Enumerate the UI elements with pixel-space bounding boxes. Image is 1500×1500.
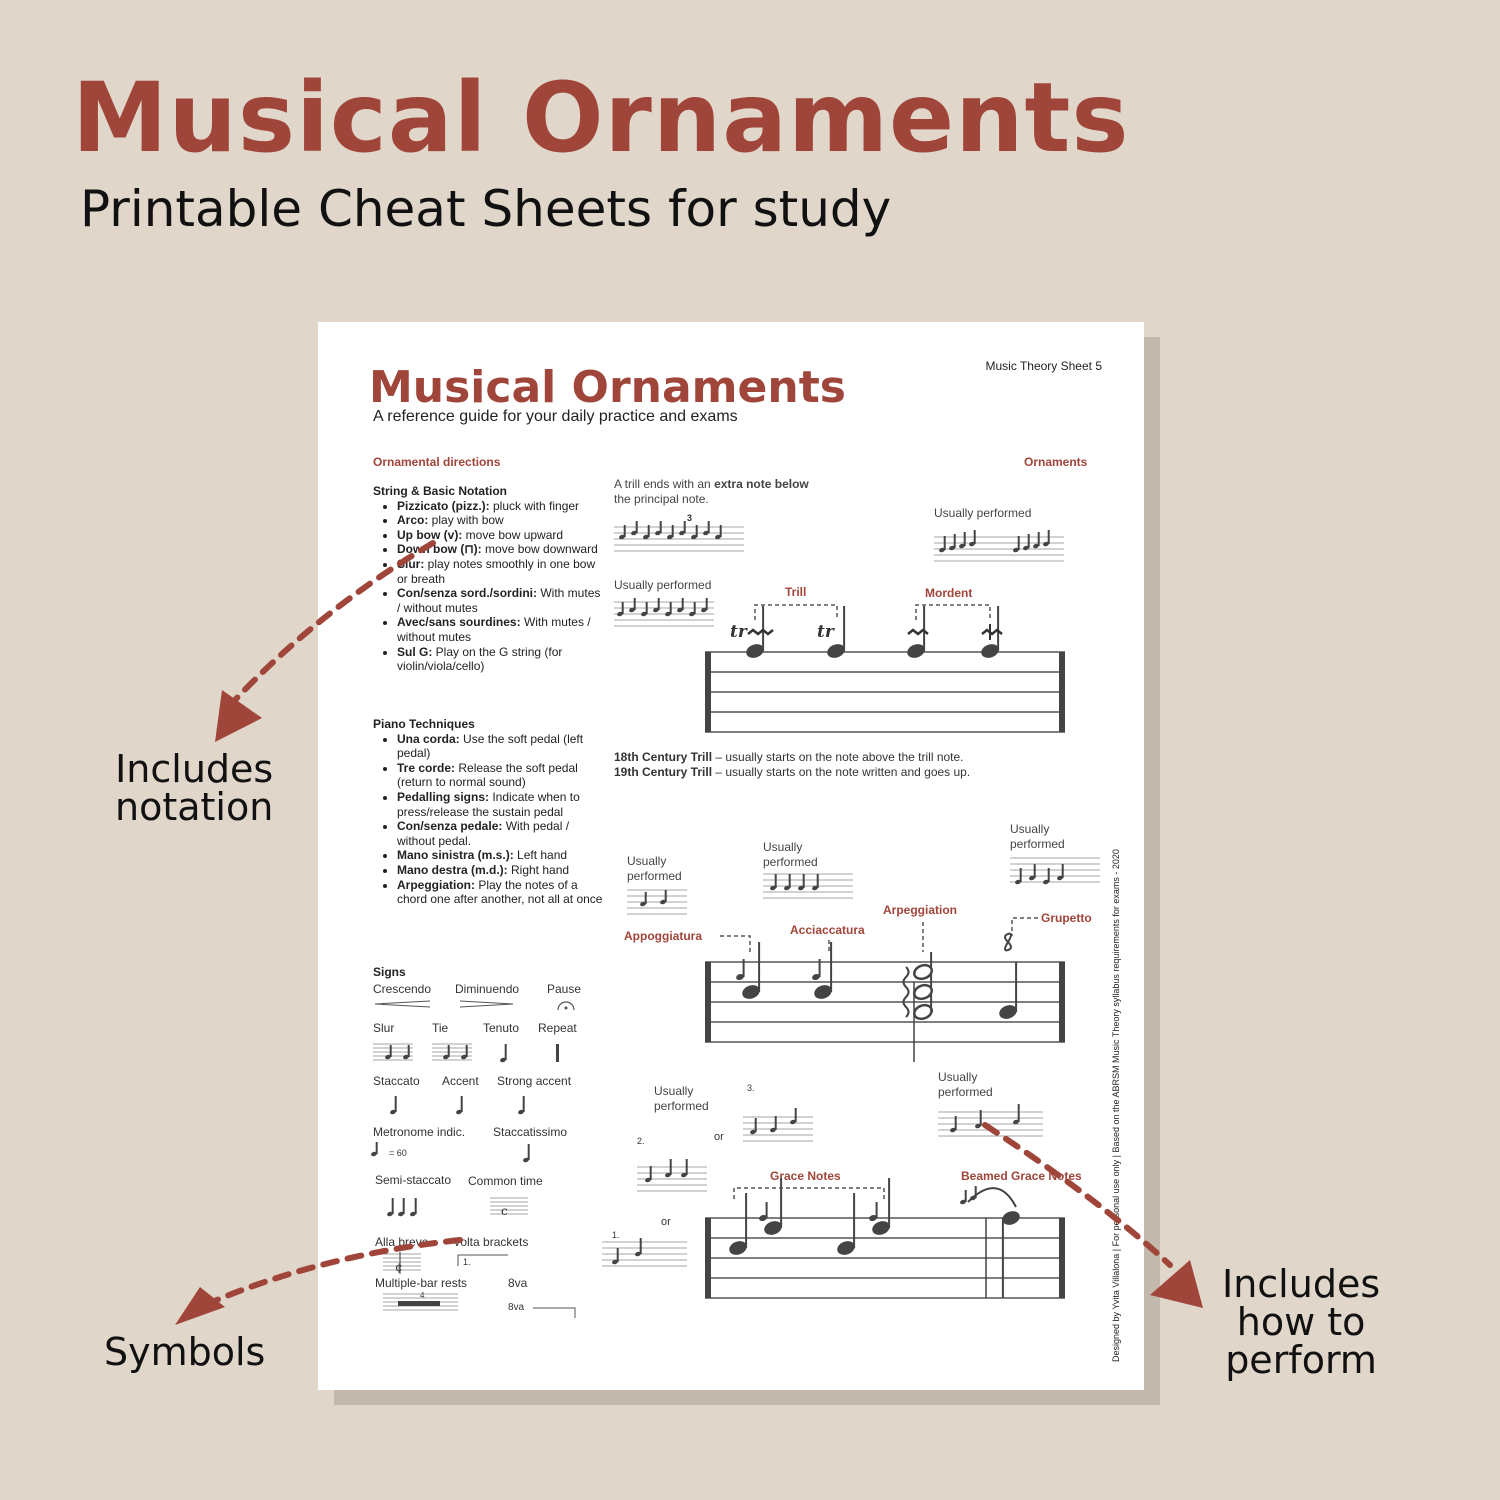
list-item: • Con/senza pedale: With pedal / without pedal. [397, 819, 603, 848]
or-text-1: or [714, 1131, 724, 1143]
list-item: • Pizzicato (pizz.): pluck with finger [397, 499, 603, 514]
string-heading: String & Basic Notation [373, 484, 508, 498]
list-item: • Mano sinistra (m.s.): Left hand [397, 848, 603, 863]
sign-repeat-label: Repeat [538, 1021, 577, 1035]
common-time-symbol: c [501, 1204, 508, 1218]
crescendo-hairpin [375, 1001, 430, 1007]
barline-thick [1059, 962, 1065, 1042]
sign-metronome-value: = 60 [389, 1148, 407, 1158]
trill-bracket [755, 605, 837, 620]
usually-performed-grace-a: Usually performed [654, 1084, 709, 1113]
sign-staccatissimo-label: Staccatissimo [493, 1125, 568, 1139]
tr-symbol-1: tr [730, 622, 747, 642]
usually-performed-trill: Usually performed [934, 506, 1032, 520]
label-grupetto: Grupetto [1041, 911, 1092, 925]
sign-staccato-label: Staccato [373, 1074, 420, 1088]
trill-wiggle [748, 630, 773, 634]
list-item: • Arco: play with bow [397, 513, 603, 528]
sign-accent-label: Accent [442, 1074, 479, 1088]
multibar-rest [398, 1301, 440, 1306]
repeat-barline [556, 1044, 559, 1062]
hero-title: Musical Ornaments [72, 62, 1130, 174]
hero-subtitle: Printable Cheat Sheets for study [80, 180, 892, 238]
list-item: • Con/senza sord./sordini: With mutes / without mutes [397, 586, 603, 615]
sign-common-time-label: Common time [468, 1174, 543, 1188]
section-ornamental-directions: Ornamental directions [373, 455, 501, 469]
usually-performed-acciaccatura: Usually performed [763, 840, 818, 869]
sheet-subtitle: A reference guide for your daily practice and exams [373, 408, 738, 425]
mordent-bracket [916, 605, 990, 620]
list-item: • Avec/sans sourdines: With mutes / without mutes [397, 615, 603, 644]
sign-multibar-label: Multiple-bar rests [375, 1276, 468, 1290]
barline-thick [705, 962, 711, 1042]
signs-heading: Signs [373, 965, 406, 979]
trill-ending-note: A trill ends with an extra note below the principal note. [614, 477, 809, 506]
sign-tie-label: Tie [432, 1021, 449, 1035]
tr-symbol-2: tr [817, 622, 834, 642]
grupetto-bracket [1012, 918, 1038, 936]
piano-heading: Piano Techniques [373, 717, 475, 731]
sign-pause-label: Pause [547, 982, 582, 996]
trill-18th-century: 18th Century Trill – usually starts on the note above the trill note. [614, 750, 964, 764]
list-item: • Pedalling signs: Indicate when to press/release the sustain pedal [397, 790, 603, 819]
turn-symbol [1005, 934, 1011, 951]
list-item: • Mano destra (m.d.): Right hand [397, 863, 603, 878]
label-acciaccatura: Acciaccatura [790, 923, 865, 937]
label-appoggiatura: Appoggiatura [624, 929, 702, 943]
arpeggio-wiggle [904, 967, 909, 1017]
list-item: • Arpeggiation: Play the notes of a chord one after another, not all at once [397, 878, 603, 907]
sign-ottava-label: 8va [508, 1276, 528, 1290]
usually-performed-grupetto: Usually performed [1010, 822, 1065, 851]
list-item: • Slur: play notes smoothly in one bow or breath [397, 557, 603, 586]
barline-thick [1059, 652, 1065, 732]
callout-text: notation [115, 785, 274, 829]
usually-performed-mordent: Usually performed [614, 578, 712, 592]
sign-semi-staccato-label: Semi-staccato [375, 1173, 452, 1187]
barline-thick [705, 1218, 711, 1298]
barline-thick [705, 652, 711, 732]
option-number-2: 2. [637, 1136, 645, 1146]
callout-symbols: Symbols [104, 1330, 266, 1374]
sign-tenuto-label: Tenuto [483, 1021, 520, 1035]
sign-metronome-label: Metronome indic. [373, 1125, 466, 1139]
label-grace-notes: Grace Notes [770, 1169, 841, 1183]
callout-text: how to [1236, 1300, 1366, 1344]
cheat-sheet [318, 322, 1144, 1390]
callout-text: Includes [1222, 1262, 1381, 1306]
tuplet-number: 3 [687, 513, 693, 523]
sign-strong-accent-label: Strong accent [497, 1074, 572, 1088]
list-item: • Una corda: Use the soft pedal (left pedal) [397, 732, 603, 761]
usually-performed-grace-b: Usually performed [938, 1070, 993, 1099]
pause-dot [565, 1007, 568, 1010]
list-item: • Down bow (⊓): move bow downward [397, 542, 603, 557]
sign-diminuendo-label: Diminuendo [455, 982, 520, 996]
usually-performed-appoggiatura: Usually performed [627, 854, 682, 883]
list-item: • Tre corde: Release the soft pedal (return to normal sound) [397, 761, 603, 790]
label-mordent: Mordent [925, 586, 973, 600]
label-beamed-grace-notes: Beamed Grace Notes [961, 1169, 1082, 1183]
list-item: • Sul G: Play on the G string (for violin/viola/cello) [397, 645, 603, 674]
sign-multibar-number: 4 [420, 1291, 425, 1300]
barline-thick [1059, 1218, 1065, 1298]
trill-19th-century: 19th Century Trill – usually starts on the note written and goes up. [614, 765, 971, 779]
alla-breve-symbol: ¢ [395, 1260, 403, 1274]
symbols-arrow-head [175, 1287, 225, 1325]
callout-text: Includes [115, 747, 274, 791]
option-number-3: 3. [747, 1083, 755, 1093]
or-text-2: or [661, 1216, 671, 1228]
notation-artwork [318, 322, 1144, 1390]
grace-bracket [734, 1188, 884, 1199]
sign-volta-label: Volta brackets [453, 1235, 529, 1249]
volta-bracket [458, 1255, 508, 1266]
appoggiatura-bracket [720, 936, 750, 954]
sheet-title: Musical Ornaments [369, 362, 846, 413]
sign-volta-number: 1. [463, 1257, 471, 1267]
label-arpeggiation: Arpeggiation [883, 903, 957, 917]
ottava-line [533, 1308, 575, 1318]
callout-perform [1222, 1262, 1381, 1382]
callout-text: perform [1225, 1338, 1377, 1382]
sign-slur-label: Slur [373, 1021, 395, 1035]
sheet-number: Music Theory Sheet 5 [985, 359, 1102, 373]
list-item: • Up bow (v): move bow upward [397, 528, 603, 543]
sign-ottava-mark: 8va [508, 1302, 525, 1313]
credit-line: Designed by Yvita Villalona | For personal use only | Based on the ABRSM Music Theory syllabus requirements for exams - 2020 [1111, 849, 1121, 1362]
notation-arrow-head [215, 690, 262, 742]
label-trill: Trill [785, 585, 807, 599]
sign-alla-breve-label: Alla breve [375, 1235, 429, 1249]
diminuendo-hairpin [460, 1001, 513, 1007]
callout-notation [115, 747, 274, 829]
sign-crescendo-label: Crescendo [373, 982, 432, 996]
option-number-1: 1. [612, 1230, 620, 1240]
section-ornaments: Ornaments [1024, 455, 1088, 469]
